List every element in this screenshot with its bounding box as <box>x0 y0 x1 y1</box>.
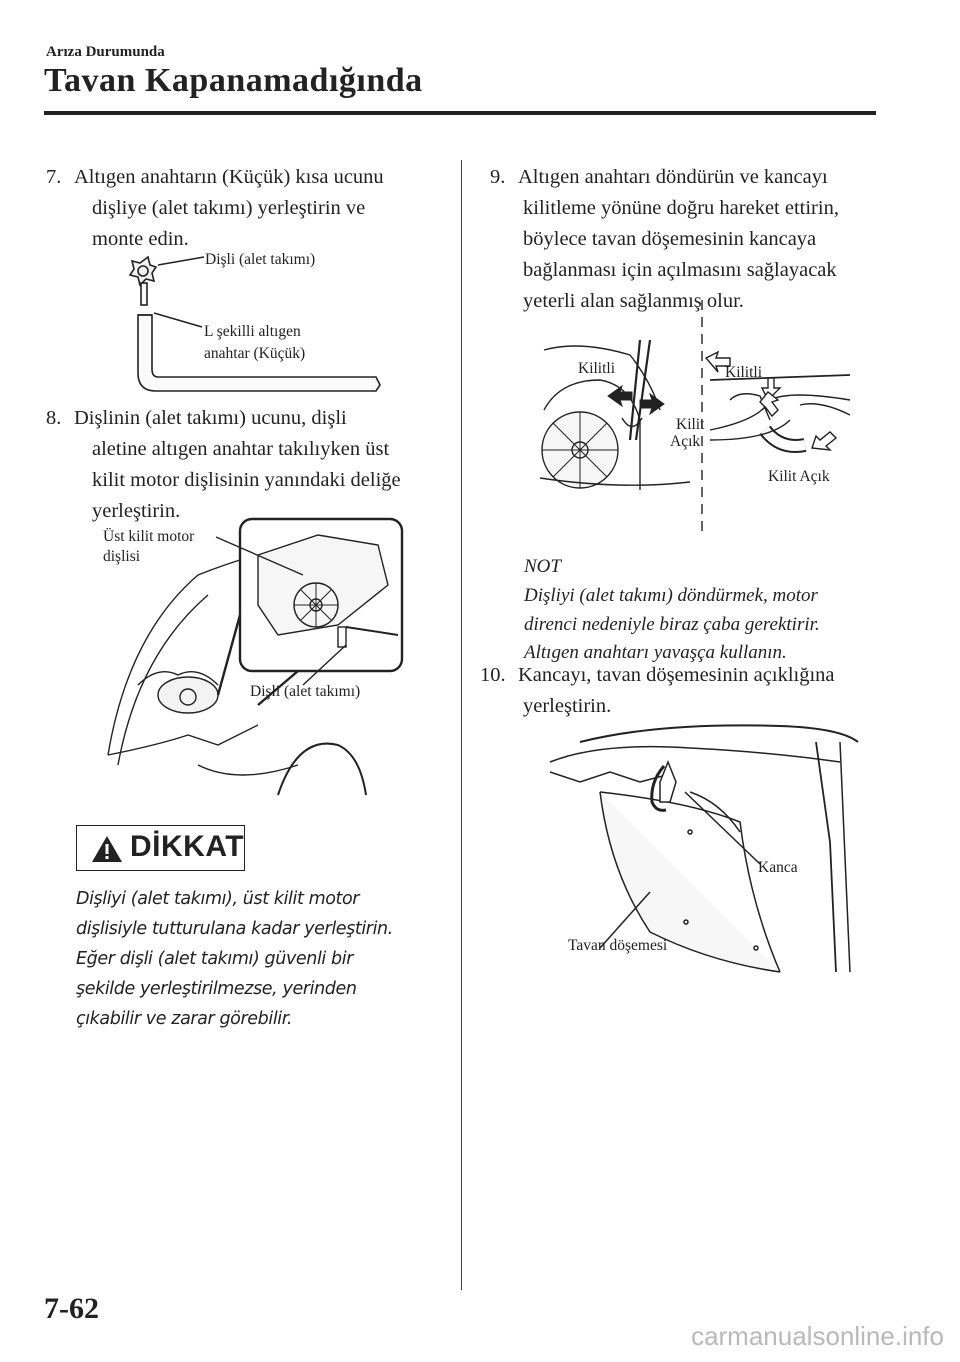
warning-line: çıkabilir ve zarar görebilir. <box>76 1009 293 1029</box>
step-line: kilit motor dişlisinin yanındaki deliğe <box>92 469 401 491</box>
title-rule <box>44 111 876 115</box>
warning-line: Eğer dişli (alet takımı) güvenli bir <box>76 949 354 969</box>
figure1-wrench-label: anahtar (Küçük) <box>204 345 306 362</box>
step-text <box>74 403 401 527</box>
figure1-wrench-label: L şekilli altıgen <box>204 323 301 340</box>
step-line: monte edin. <box>92 228 189 250</box>
step-line: Altıgen anahtarın (Küçük) kısa ucunu <box>74 166 384 188</box>
note-heading: NOT <box>524 556 561 577</box>
warning-line: dişlisiyle tutturulana kadar yerleştirin. <box>76 919 393 939</box>
warning-line: Dişliyi (alet takımı), üst kilit motor <box>76 889 360 909</box>
step-text <box>518 660 835 722</box>
page-title: Tavan Kapanamadığında <box>44 62 423 99</box>
step-text <box>74 162 384 255</box>
step-line: aletine altıgen anahtar takılıyken üst <box>92 438 390 460</box>
step-number: 10. <box>480 664 506 686</box>
warning-body <box>76 884 438 1034</box>
figure3-lock-left: Kilitli <box>578 360 616 377</box>
step-line: bağlanması için açılmasını sağlayacak <box>523 259 837 281</box>
note-line: Altıgen anahtarı yavaşça kullanın. <box>524 642 787 663</box>
figure2-motor-gear-label: Üst kilit motor <box>103 528 195 545</box>
warning-icon <box>90 834 124 864</box>
note-body <box>524 582 884 668</box>
warning-label: DİKKAT <box>130 830 245 863</box>
figure4-trim-label: Tavan döşemesi <box>568 937 668 954</box>
warning-line: şekilde yerleştirilmezse, yerinden <box>76 979 357 999</box>
step-number: 8. <box>46 407 62 429</box>
step-line: Altıgen anahtarı döndürün ve kancayı <box>518 166 828 188</box>
step-line: dişliye (alet takımı) yerleştirin ve <box>92 197 366 219</box>
section-heading: Arıza Durumunda <box>46 44 165 60</box>
figure2-gear-label: Dişli (alet takımı) <box>250 683 361 700</box>
figure1-gear-label: Dişli (alet takımı) <box>205 251 316 268</box>
step-line: Dişlinin (alet takımı) ucunu, dişli <box>74 407 347 429</box>
figure3-unlock-left: Açık <box>670 433 701 450</box>
watermark: carmanualsonline.info <box>691 1321 944 1351</box>
figure3-unlock-left: Kilit <box>676 416 705 433</box>
step-line: yerleştirin. <box>92 500 181 522</box>
step-number: 7. <box>46 166 62 188</box>
step-line: yerleştirin. <box>523 695 612 717</box>
step-line: böylece tavan döşemesinin kancaya <box>523 228 817 250</box>
step-line: Kancayı, tavan döşemesinin açıklığına <box>518 664 835 686</box>
figure3-unlock-right: Kilit Açık <box>768 468 830 485</box>
figure-motor-gear <box>98 515 408 805</box>
step-line: yeterli alan sağlanmış olur. <box>523 290 744 312</box>
figure4-hook-label: Kanca <box>758 859 798 876</box>
page-number: 7-62 <box>44 1292 99 1325</box>
figure2-motor-gear-label: dişlisi <box>103 548 141 565</box>
step-text <box>518 162 839 317</box>
step-number: 9. <box>490 166 506 188</box>
note-line: direnci nedeniyle biraz çaba gerektirir. <box>524 613 820 635</box>
column-divider <box>461 160 462 1290</box>
figure3-lock-right: Kilitli <box>725 364 763 381</box>
step-line: kilitleme yönüne doğru hareket ettirin, <box>523 197 839 219</box>
note-line: Dişliyi (alet takımı) döndürmek, motor <box>524 585 818 606</box>
